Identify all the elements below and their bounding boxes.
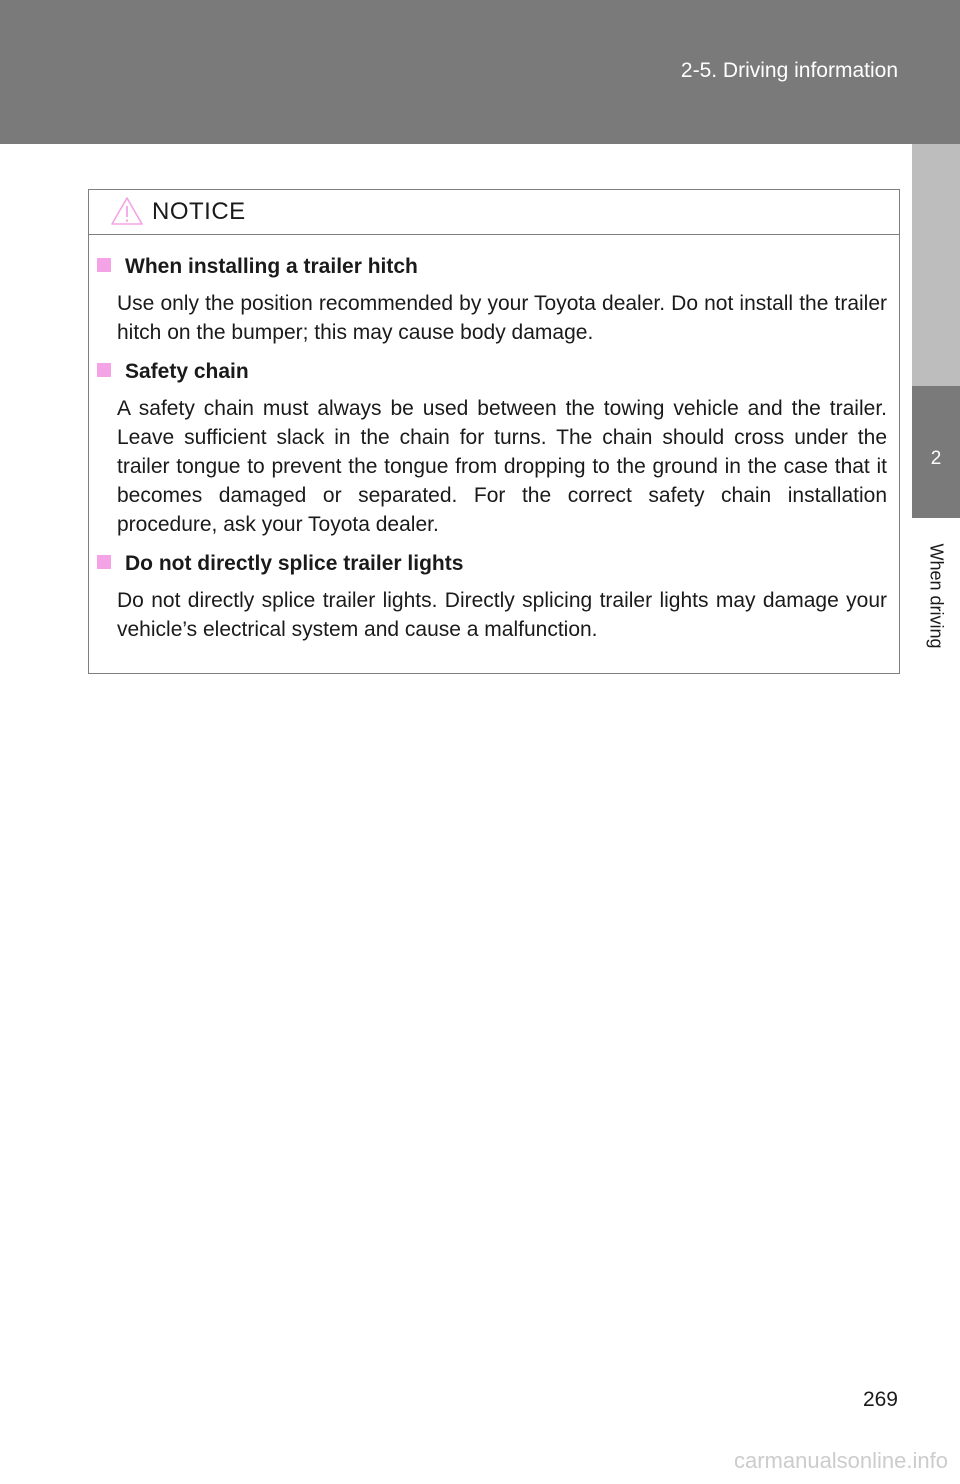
chapter-label: When driving: [926, 543, 947, 649]
notice-item-text: A safety chain must always be used between the towing vehicle and the trailer. Leave sufficient slack in the chain for turns. The chain should cross under the trailer tongue to prevent the tongue from dropping to the ground in the case that it becomes damaged or separated. For the correct safety chain installation procedure, ask your Toyota dealer.: [117, 397, 887, 536]
notice-item: [89, 549, 899, 644]
chapter-number: 2: [930, 448, 942, 469]
square-bullet-icon: [97, 363, 111, 377]
section-title: 2-5. Driving information: [680, 59, 898, 82]
notice-header: [89, 190, 899, 235]
square-bullet-icon: [97, 258, 111, 272]
notice-item: [89, 252, 899, 347]
notice-item-heading: [97, 357, 899, 386]
notice-item-heading-text: Do not directly splice trailer lights: [125, 552, 464, 575]
notice-title: NOTICE: [152, 198, 246, 225]
notice-item-text: Use only the position recommended by your Toyota dealer. Do not install the trailer hitch on the bumper; this may cause body damage.: [117, 292, 887, 344]
notice-item-heading-text: When installing a trailer hitch: [125, 255, 418, 278]
warning-triangle-icon: [110, 196, 144, 226]
notice-item-text: Do not directly splice trailer lights. Directly splicing trailer lights may damage your vehicle’s electrical system and cause a malfunction.: [117, 589, 887, 641]
page-number: 269: [862, 1388, 898, 1411]
watermark: carmanualsonline.info: [733, 1448, 948, 1473]
notice-item-heading: [97, 252, 899, 281]
notice-body: [89, 252, 899, 644]
square-bullet-icon: [97, 555, 111, 569]
side-tab-strip: [912, 144, 960, 386]
notice-item: [89, 357, 899, 539]
notice-item-heading-text: Safety chain: [125, 360, 249, 383]
notice-box: [88, 189, 900, 674]
notice-item-heading: [97, 549, 899, 578]
